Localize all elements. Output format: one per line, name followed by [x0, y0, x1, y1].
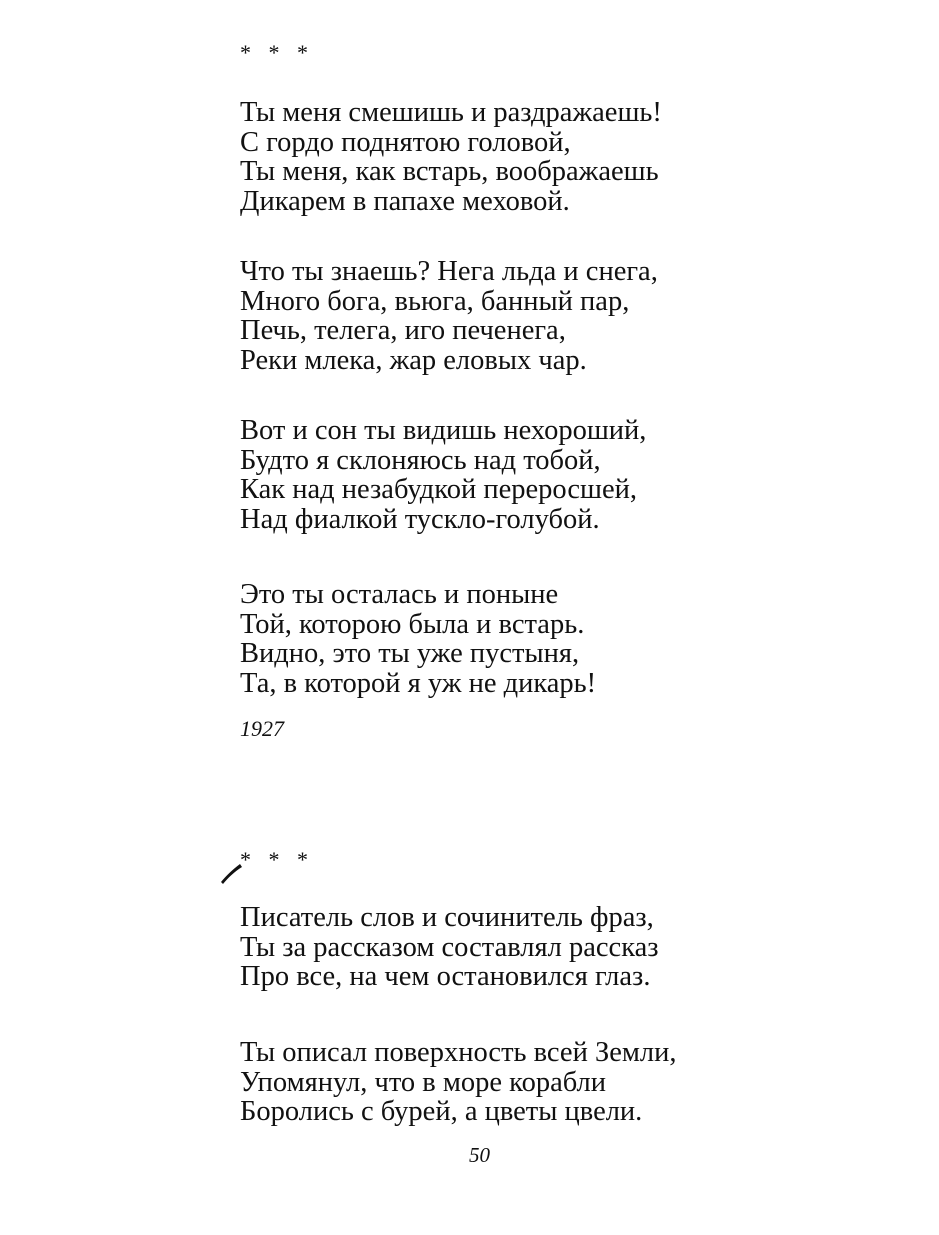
verse-line: Реки млека, жар еловых чар.: [240, 344, 587, 376]
verse-line: С гордо поднятою головой,: [240, 126, 571, 158]
page-number: 50: [469, 1143, 490, 1167]
poem1-year: 1927: [240, 716, 284, 741]
poem1-stanza-2: [240, 257, 658, 375]
verse-line: Видно, это ты уже пустыня,: [240, 638, 580, 670]
verse-line: Той, которою была и встарь.: [240, 608, 585, 640]
verse-line: Боролись с бурей, а цветы цвели.: [240, 1096, 643, 1128]
poem1-stanza-1: [240, 98, 662, 216]
poem1-stanza-3: [240, 416, 646, 534]
verse-line: Ты за рассказом составлял рассказ: [240, 931, 659, 963]
verse-line: Ты меня смешишь и раздражаешь!: [240, 97, 662, 128]
poem2-separator: * * *: [240, 847, 314, 872]
verse-line: Ты описал поверхность всей Земли,: [240, 1037, 677, 1068]
verse-line: Печь, телега, иго печенега,: [240, 315, 566, 347]
verse-line: Писатель слов и сочинитель фраз,: [240, 902, 654, 933]
verse-line: Упомянул, что в море корабли: [240, 1066, 606, 1098]
verse-line: Много бога, вьюга, банный пар,: [240, 285, 630, 317]
verse-line: Та, в которой я уж не дикарь!: [240, 667, 597, 699]
verse-line: Это ты осталась и поныне: [240, 579, 559, 610]
verse-line: Как над незабудкой переросшей,: [240, 474, 637, 506]
poem1-separator: * * *: [240, 40, 314, 65]
poem2-stanza-2: [240, 1038, 677, 1127]
verse-line: Дикарем в папахе меховой.: [240, 185, 570, 217]
verse-line: Ты меня, как встарь, воображаешь: [240, 156, 659, 188]
poem2-stanza-1: [240, 903, 659, 992]
verse-line: Над фиалкой тускло-голубой.: [240, 503, 600, 535]
verse-line: Будто я склоняюсь над тобой,: [240, 444, 601, 476]
verse-line: Вот и сон ты видишь нехороший,: [240, 415, 647, 446]
poem1-stanza-4: [240, 580, 596, 698]
verse-line: Что ты знаешь? Нега льда и снега,: [240, 256, 658, 287]
verse-line: Про все, на чем остановился глаз.: [240, 961, 651, 993]
